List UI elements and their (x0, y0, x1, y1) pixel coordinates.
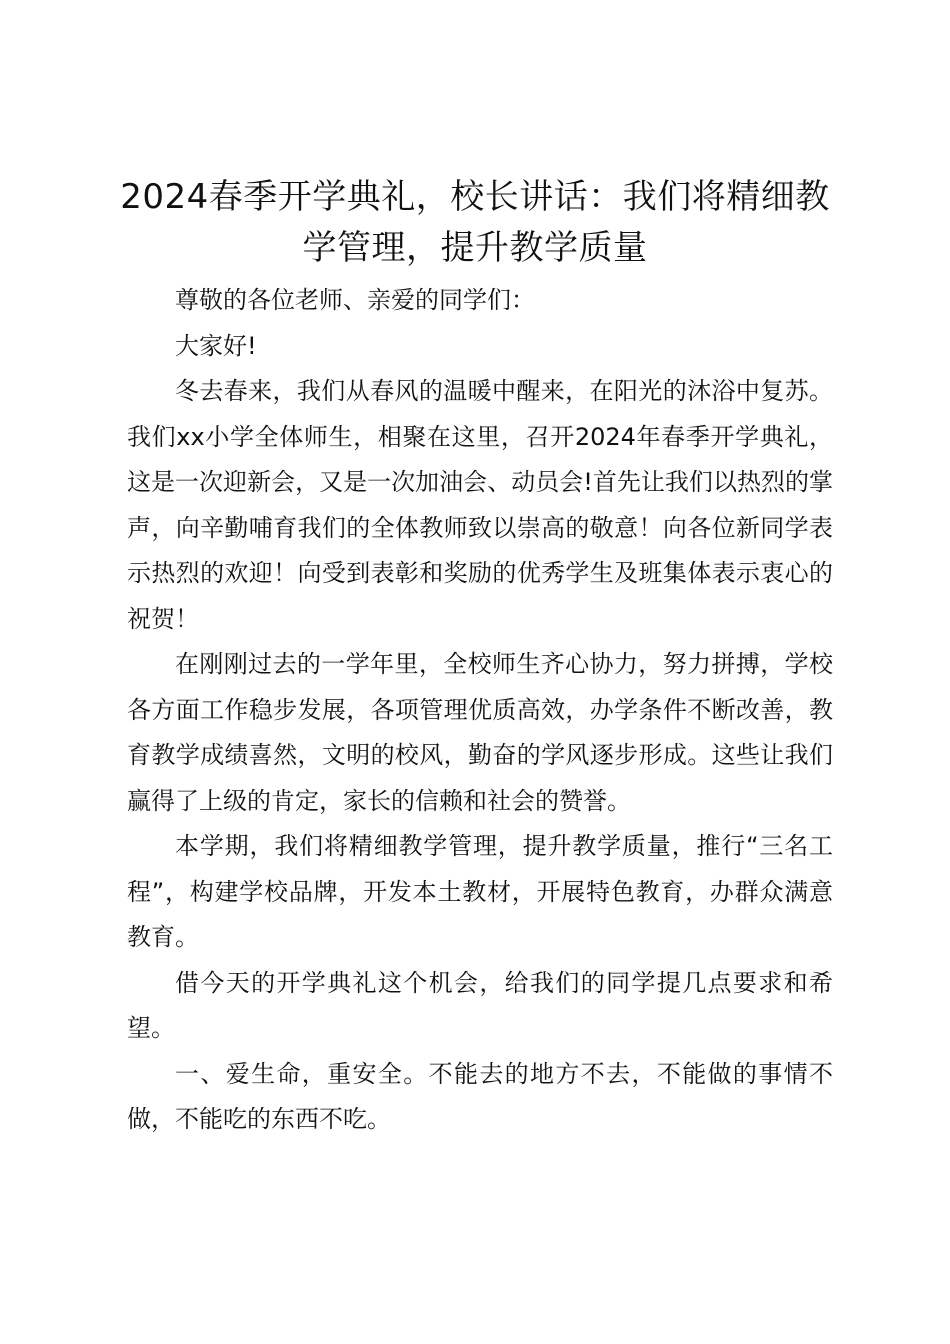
greeting: 大家好! (175, 331, 257, 360)
paragraph-opening: 冬去春来，我们从春风的温暖中醒来，在阳光的沐浴中复苏。我们xx小学全体师生，相聚在这里，召开2024年春季开学典礼，这是一次迎新会，又是一次加油会、动员会!首先让我们以热烈的掌声，向辛勤哺育我们的全体教师致以崇高的敬意！向各位新同学表示热烈的欢迎！向受到表彰和奖励的优秀学生及班集体表示衷心的祝贺！ (127, 377, 833, 633)
document-title: 2024春季开学典礼，校长讲话：我们将精细教学管理，提升教学质量 (120, 177, 830, 268)
document-body (127, 278, 833, 1143)
paragraph-plan: 本学期，我们将精细教学管理，提升教学质量，推行“三名工程”，构建学校品牌，开发本土教材，开展特色教育，办群众满意教育。 (127, 832, 833, 951)
paragraph-transition: 借今天的开学典礼这个机会，给我们的同学提几点要求和希望。 (127, 968, 833, 1042)
paragraph-review: 在刚刚过去的一学年里，全校师生齐心协力，努力拼搏，学校各方面工作稳步发展，各项管理优质高效，办学条件不断改善，教育教学成绩喜然，文明的校风，勤奋的学风逐步形成。这些让我们赢得了上级的肯定，家长的信赖和社会的赞誉。 (127, 650, 833, 815)
salutation: 尊敬的各位老师、亲爱的同学们： (175, 286, 535, 314)
paragraph-requirement-1: 一、爱生命，重安全。不能去的地方不去，不能做的事情不做，不能吃的东西不吃。 (127, 1059, 833, 1133)
